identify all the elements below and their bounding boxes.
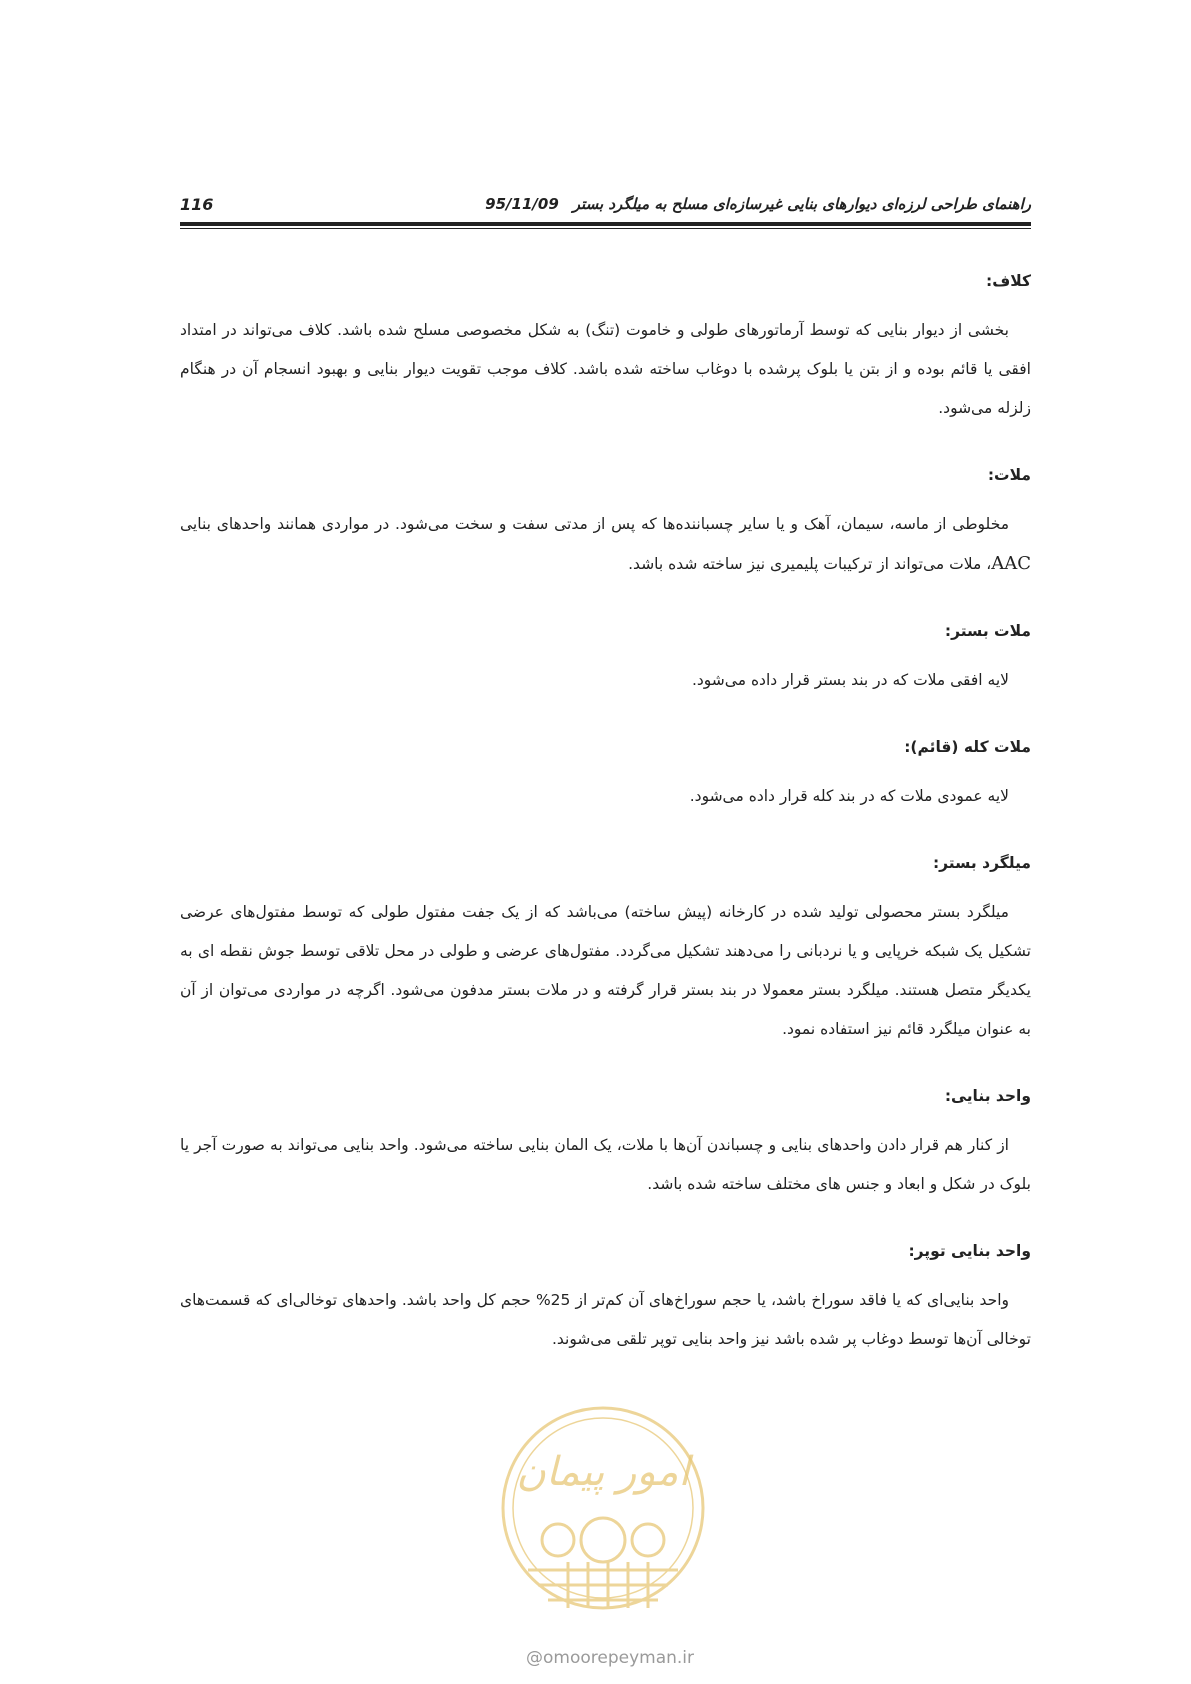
definition-body: لایه عمودی ملات که در بند کله قرار داده می‌شود. bbox=[689, 787, 1009, 805]
definition-title: ملات: bbox=[987, 466, 1031, 484]
definition-text: مخلوطی از ماسه، سیمان، آهک و یا سایر چسباننده‌ها که پس از مدتی سفت و سخت می‌شود. در مواردی همانند واحدهای بنایی bbox=[180, 515, 1009, 533]
header-divider-thin bbox=[180, 228, 1031, 229]
definition-body bbox=[180, 505, 1031, 584]
definition-section bbox=[180, 1232, 1031, 1359]
page-header bbox=[180, 190, 1031, 218]
definition-title: ملات بستر: bbox=[944, 622, 1031, 640]
header-divider-thick bbox=[180, 222, 1031, 226]
watermark-logo bbox=[488, 1390, 718, 1640]
watermark-caption: @omoorepeyman.ir bbox=[525, 1648, 695, 1668]
definition-section bbox=[180, 612, 1031, 700]
definition-title: واحد بنایی توپر: bbox=[908, 1242, 1031, 1260]
watermark-logo-text: امور پیمان bbox=[516, 1449, 690, 1495]
definition-body: میلگرد بستر محصولی تولید شده در کارخانه (پیش ساخته) می‌باشد که از یک جفت مفتول طولی که توسط مفتول‌های عرضی تشکیل یک شبکه خرپایی و یا نردبانی را می‌دهند تشکیل می‌گردد. مفتول‌های عرضی و طولی در محل تلاقی توسط جوش نقطه ای به یکدیگر متصل هستند. میلگرد بستر معمولا در بند بستر قرار گرفته و در ملات بستر مدفون می‌شود. اگرچه در مواردی می‌توان از آن به عنوان میلگرد قائم نیز استفاده نمود. bbox=[180, 903, 1031, 1038]
page-number: 116 bbox=[180, 194, 214, 214]
definition-body: از کنار هم قرار دادن واحدهای بنایی و چسباندن آن‌ها با ملات، یک المان بنایی ساخته می‌شود. واحد بنایی می‌تواند به صورت آجر یا بلوک در شکل و ابعاد و جنس های مختلف ساخته شده باشد. bbox=[180, 1136, 1031, 1193]
watermark-seal-icon bbox=[488, 1390, 718, 1640]
definition-section bbox=[180, 1077, 1031, 1204]
definition-section bbox=[180, 262, 1031, 428]
definition-body: بخشی از دیوار بنایی که توسط آرماتورهای طولی و خاموت (تنگ) به شکل مخصوصی مسلح شده باشد. کلاف می‌تواند در امتداد افقی یا قائم بوده و از بتن یا بلوک پرشده با دوغاب ساخته شده باشد. کلاف موجب تقویت دیوار بنایی و بهبود انسجام آن در هنگام زلزله می‌شود. bbox=[180, 321, 1031, 417]
aac-term: AAC bbox=[991, 553, 1031, 574]
definition-title: واحد بنایی: bbox=[944, 1087, 1031, 1105]
definition-title: کلاف: bbox=[986, 272, 1031, 290]
definition-section bbox=[180, 844, 1031, 1049]
definitions-content bbox=[180, 262, 1031, 1387]
definition-body: لایه افقی ملات که در بند بستر قرار داده می‌شود. bbox=[691, 671, 1009, 689]
definition-title: ملات کله (قائم): bbox=[904, 738, 1031, 756]
definition-section bbox=[180, 728, 1031, 816]
definition-body: واحد بنایی‌ای که یا فاقد سوراخ باشد، یا حجم سوراخ‌های آن کم‌تر از 25% حجم کل واحد باشد. واحدهای توخالی‌ای که قسمت‌های توخالی آن‌ها توسط دوغاب پر شده باشد نیز واحد بنایی توپر تلقی می‌شوند. bbox=[180, 1291, 1031, 1348]
definition-section bbox=[180, 456, 1031, 584]
document-title: راهنمای طراحی لرزه‌ای دیوارهای بنایی غیرسازه‌ای مسلح به میلگرد بستر bbox=[572, 195, 1031, 213]
definition-title: میلگرد بستر: bbox=[932, 854, 1031, 872]
definition-text: ، ملات می‌تواند از ترکیبات پلیمیری نیز ساخته شده باشد. bbox=[628, 555, 992, 573]
header-title-group bbox=[485, 195, 1031, 213]
document-date: 95/11/09 bbox=[485, 195, 559, 213]
